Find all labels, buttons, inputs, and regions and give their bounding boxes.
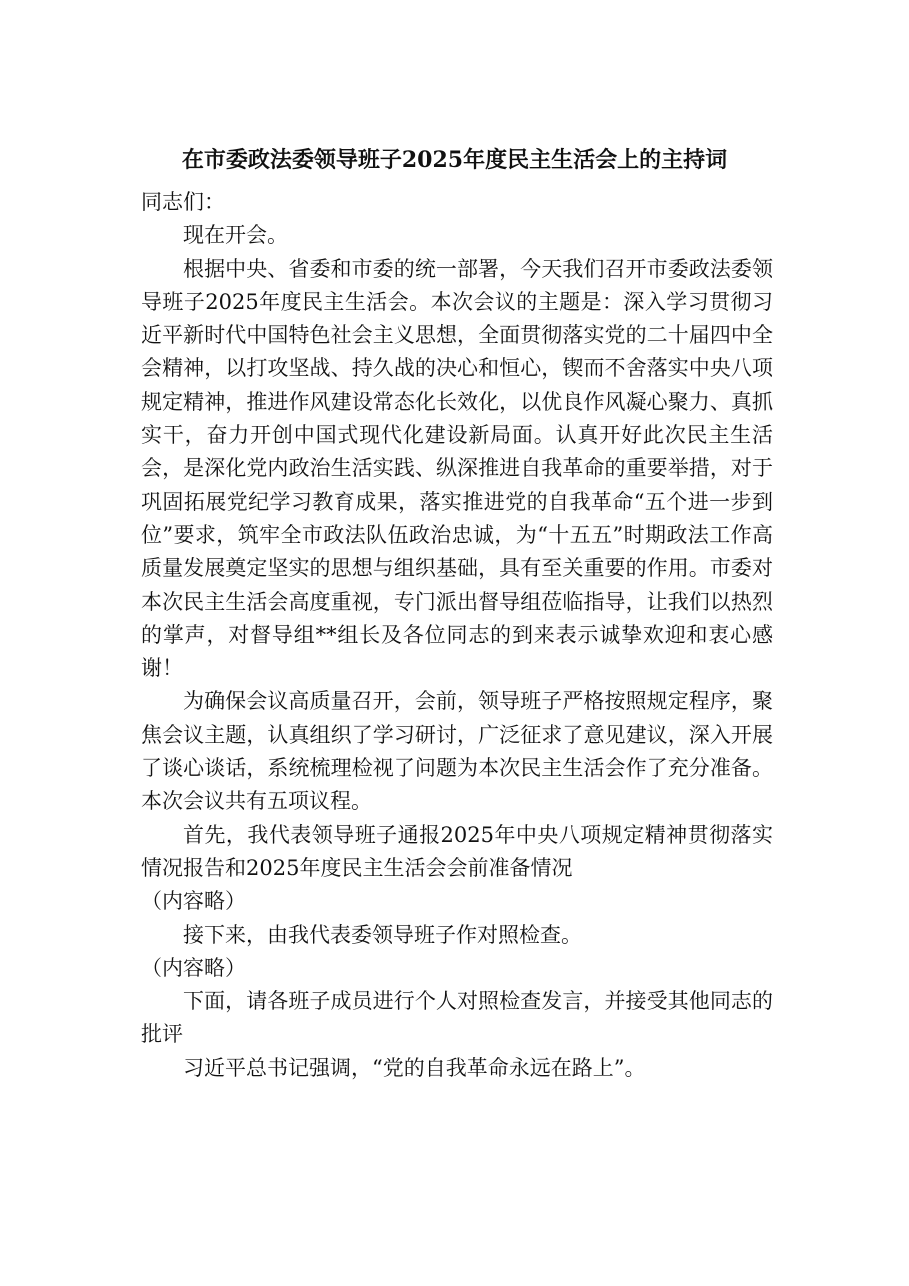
paragraph-opening: 现在开会。 <box>183 223 288 248</box>
salutation: 同志们： <box>141 190 225 214</box>
paragraph-agenda-first: 首先，我代表领导班子通报2025年中央八项规定精神贯彻落实情况报告和2025年度民主生活会会前准备情况 <box>141 822 773 880</box>
content-omitted-note: （内容略） <box>141 889 246 914</box>
paragraph-preparation: 为确保会议高质量召开，会前，领导班子严格按照规定程序，聚焦会议主题，认真组织了学习研讨，广泛征求了意见建议，深入开展了谈心谈话，系统梳理检视了问题为本次民主生活会作了充分准备。本次会议共有五项议程。 <box>141 689 773 814</box>
document-title: 在市委政法委领导班子2025年度民主生活会上的主持词 <box>181 147 728 173</box>
paragraph-theme: 根据中央、省委和市委的统一部署，今天我们召开市委政法委领导班子2025年度民主生活会。本次会议的主题是：深入学习贯彻习近平新时代中国特色社会主义思想，全面贯彻落实党的二十届四中全会精神，以打攻坚战、持久战的决心和恒心，锲而不舍落实中央八项规定精神，推进作风建设常态化长效化，以优良作风凝心聚力、真抓实干，奋力开创中国式现代化建设新局面。认真开好此次民主生活会，是深化党内政治生活实践、纵深推进自我革命的重要举措，对于巩固拓展党纪学习教育成果，落实推进党的自我革命“五个进一步到位”要求，筑牢全市政法队伍政治忠诚，为“十五五”时期政法工作高质量发展奠定坚实的思想与组织基础，具有至关重要的作用。市委对本次民主生活会高度重视，专门派出督导组莅临指导，让我们以热烈的掌声，对督导组**组长及各位同志的到来表示诚挚欢迎和衷心感谢！ <box>141 256 773 681</box>
content-omitted-note: （内容略） <box>141 955 246 980</box>
paragraph-quote: 习近平总书记强调，“党的自我革命永远在路上”。 <box>183 1055 646 1080</box>
paragraph-agenda-third: 下面，请各班子成员进行个人对照检查发言，并接受其他同志的批评 <box>141 989 773 1047</box>
paragraph-agenda-second: 接下来，由我代表委领导班子作对照检查。 <box>183 922 582 947</box>
document-body <box>141 186 773 1085</box>
